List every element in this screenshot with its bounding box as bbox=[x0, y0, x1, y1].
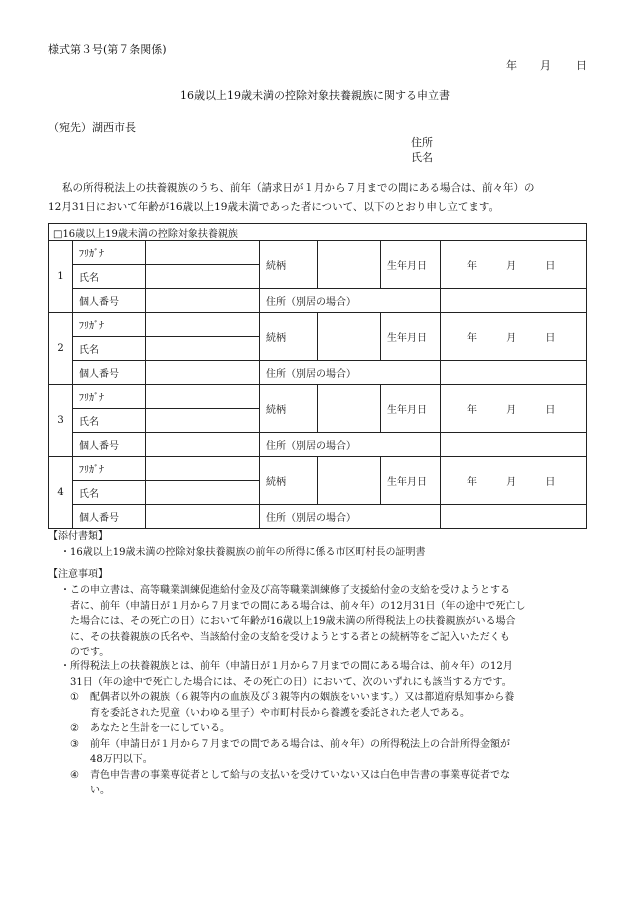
condition-item bbox=[70, 690, 600, 721]
name-label: 氏名 bbox=[73, 337, 146, 361]
form-number: 様式第３号(第７条関係) bbox=[48, 43, 167, 56]
note-line: 者に、前年（申請日が１月から７月までの間にある場合は、前々年）の12月31日（年の途中で死亡し bbox=[70, 600, 526, 612]
furigana-label: ﾌﾘｶﾞﾅ bbox=[73, 241, 146, 265]
year-label: 年 bbox=[467, 261, 477, 272]
condition-item bbox=[70, 768, 600, 799]
year-label: 年 bbox=[467, 333, 477, 344]
year-label: 年 bbox=[467, 405, 477, 416]
conditions-list bbox=[70, 690, 600, 799]
note-paragraph-2 bbox=[60, 659, 600, 690]
notes-heading: 【注意事項】 bbox=[48, 569, 108, 580]
name-field[interactable] bbox=[146, 337, 260, 361]
month-label: 月 bbox=[506, 261, 517, 272]
date-month-label: 月 bbox=[540, 59, 551, 72]
note-line: た場合には、その死亡の日）において年齢が16歳以上19歳未満の所得税法上の扶養親族がいる場合 bbox=[70, 616, 516, 627]
individual-number-field[interactable] bbox=[146, 505, 260, 529]
relationship-label: 続柄 bbox=[260, 241, 318, 289]
condition-line: 前年（申請日が１月から７月までの間である場合は、前々年）の所得税法上の合計所得金額が bbox=[90, 738, 510, 750]
attachment-item: ・16歳以上19歳未満の控除対象扶養親族の前年の所得に係る市区町村長の証明書 bbox=[60, 547, 426, 558]
birthdate-label: 生年月日 bbox=[381, 457, 441, 505]
note-paragraph-1 bbox=[60, 583, 600, 661]
address-separate-label: 住所（別居の場合） bbox=[260, 289, 441, 313]
name-label: 氏名 bbox=[73, 409, 146, 433]
condition-line: 48万円以下。 bbox=[90, 754, 153, 765]
birthdate-field[interactable] bbox=[441, 385, 587, 433]
note-line: ・所得税法上の扶養親族とは、前年（申請日が１月から７月までの間にある場合は、前々年）の12月 bbox=[60, 661, 513, 672]
furigana-field[interactable] bbox=[146, 457, 260, 481]
individual-number-field[interactable] bbox=[146, 361, 260, 385]
address-separate-field[interactable] bbox=[441, 433, 587, 457]
individual-number-label: 個人番号 bbox=[73, 505, 146, 529]
individual-number-field[interactable] bbox=[146, 289, 260, 313]
condition-mark: ② bbox=[70, 723, 79, 734]
furigana-label: ﾌﾘｶﾞﾅ bbox=[73, 385, 146, 409]
address-separate-field[interactable] bbox=[441, 361, 587, 385]
day-label: 日 bbox=[545, 333, 556, 344]
individual-number-label: 個人番号 bbox=[73, 289, 146, 313]
condition-item bbox=[70, 721, 600, 737]
note-line: ・この申立書は、高等職業訓練促進給付金及び高等職業訓練修了支援給付金の支給を受けようとする bbox=[60, 585, 510, 596]
month-label: 月 bbox=[506, 333, 517, 344]
name-field[interactable] bbox=[146, 409, 260, 433]
row-number: 2 bbox=[49, 313, 73, 385]
day-label: 日 bbox=[545, 261, 556, 272]
year-label: 年 bbox=[467, 477, 477, 488]
furigana-label: ﾌﾘｶﾞﾅ bbox=[73, 313, 146, 337]
condition-mark: ④ bbox=[70, 769, 79, 781]
date-year-label: 年 bbox=[506, 59, 517, 72]
row-number: 4 bbox=[49, 457, 73, 529]
day-label: 日 bbox=[545, 477, 556, 488]
condition-line: 青色申告書の事業専従者として給与の支払いを受けていない又は白色申告書の事業専従者でな bbox=[90, 769, 510, 781]
birthdate-label: 生年月日 bbox=[381, 385, 441, 433]
furigana-field[interactable] bbox=[146, 313, 260, 337]
address-separate-field[interactable] bbox=[441, 289, 587, 313]
condition-line: い。 bbox=[90, 785, 110, 796]
condition-line: 配偶者以外の親族（６親等内の血族及び３親等内の姻族をいいます。）又は都道府県知事から養 bbox=[90, 692, 515, 703]
birthdate-label: 生年月日 bbox=[381, 241, 441, 289]
month-label: 月 bbox=[506, 477, 517, 488]
attachments-heading: 【添付書類】 bbox=[48, 531, 108, 542]
name-field[interactable] bbox=[146, 265, 260, 289]
note-line: に、その扶養親族の氏名や、当該給付金の支給を受けようとする者との続柄等をご記入いただくも bbox=[70, 631, 510, 643]
relationship-label: 続柄 bbox=[260, 457, 318, 505]
birthdate-field[interactable] bbox=[441, 313, 587, 361]
individual-number-field[interactable] bbox=[146, 433, 260, 457]
individual-number-label: 個人番号 bbox=[73, 433, 146, 457]
relationship-field[interactable] bbox=[318, 457, 381, 505]
page-title: 16歳以上19歳未満の控除対象扶養親族に関する申立書 bbox=[180, 89, 450, 102]
relationship-field[interactable] bbox=[318, 313, 381, 361]
table-heading: □16歳以上19歳未満の控除対象扶養親族 bbox=[49, 224, 587, 241]
birthdate-label: 生年月日 bbox=[381, 313, 441, 361]
furigana-field[interactable] bbox=[146, 241, 260, 265]
month-label: 月 bbox=[506, 405, 517, 416]
birthdate-field[interactable] bbox=[441, 457, 587, 505]
individual-number-label: 個人番号 bbox=[73, 361, 146, 385]
statement-line-1: 私の所得税法上の扶養親族のうち、前年（請求日が１月から７月までの間にある場合は、前々年）の bbox=[62, 182, 535, 194]
relationship-field[interactable] bbox=[318, 385, 381, 433]
condition-line: 育を委託された児童（いわゆる里子）や市町村長から養護を委託された老人である。 bbox=[90, 707, 470, 719]
relationship-label: 続柄 bbox=[260, 313, 318, 361]
note-line: 31日（年の途中で死亡した場合には、その死亡の日）において、次のいずれにも該当する方です。 bbox=[70, 676, 512, 688]
addressee: （宛先）湖西市長 bbox=[48, 121, 136, 134]
condition-item bbox=[70, 737, 600, 768]
condition-mark: ③ bbox=[70, 738, 79, 750]
note-line: のです。 bbox=[70, 647, 110, 658]
day-label: 日 bbox=[545, 405, 556, 416]
name-field[interactable] bbox=[146, 481, 260, 505]
row-number: 1 bbox=[49, 241, 73, 313]
dependents-table bbox=[48, 223, 587, 529]
condition-mark: ① bbox=[70, 692, 79, 703]
address-separate-field[interactable] bbox=[441, 505, 587, 529]
relationship-field[interactable] bbox=[318, 241, 381, 289]
date-day-label: 日 bbox=[576, 59, 587, 72]
address-separate-label: 住所（別居の場合） bbox=[260, 433, 441, 457]
name-label: 氏名 bbox=[73, 265, 146, 289]
condition-line: あなたと生計を一にしている。 bbox=[90, 723, 230, 734]
statement-line-2: 12月31日において年齢が16歳以上19歳未満であった者について、以下のとおり申し立てます。 bbox=[48, 201, 500, 213]
row-number: 3 bbox=[49, 385, 73, 457]
applicant-name-label: 氏名 bbox=[411, 151, 433, 164]
furigana-field[interactable] bbox=[146, 385, 260, 409]
applicant-address-label: 住所 bbox=[411, 136, 433, 149]
address-separate-label: 住所（別居の場合） bbox=[260, 361, 441, 385]
furigana-label: ﾌﾘｶﾞﾅ bbox=[73, 457, 146, 481]
address-separate-label: 住所（別居の場合） bbox=[260, 505, 441, 529]
relationship-label: 続柄 bbox=[260, 385, 318, 433]
name-label: 氏名 bbox=[73, 481, 146, 505]
birthdate-field[interactable] bbox=[441, 241, 587, 289]
